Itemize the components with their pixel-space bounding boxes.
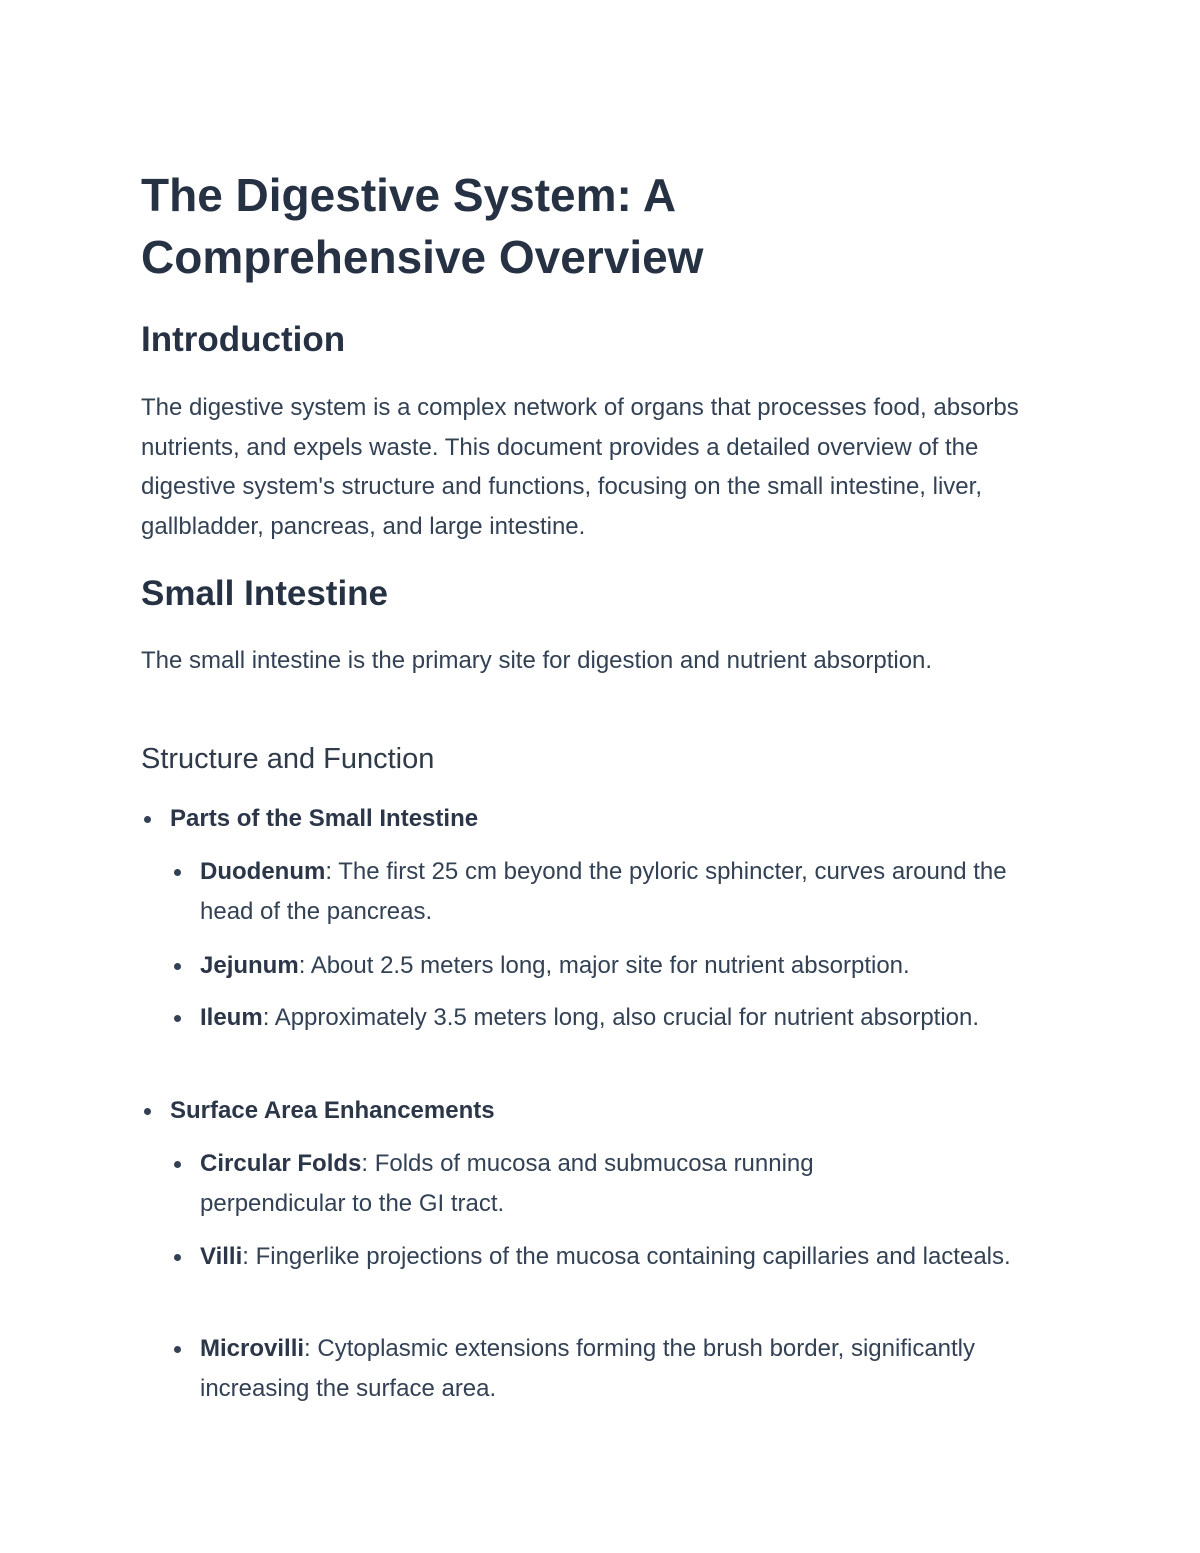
list-bullet	[144, 1108, 151, 1115]
list-item-label: Parts of the Small Intestine	[170, 805, 479, 832]
list-item-term: Jejunum	[200, 952, 299, 979]
list-item-term: Circular Folds	[200, 1150, 362, 1177]
introduction-paragraph: The digestive system is a complex network of organs that processes food, absorbs nutrients, and expels waste. This document provides a detailed overview of the digestive system's structure and functions, focusing on the small intestine, liver, gallbladder, pancreas, and large intestine.	[141, 394, 1019, 540]
list-item-villi	[200, 1237, 1060, 1277]
list-item-term: Duodenum	[200, 858, 326, 885]
list-bullet	[174, 869, 181, 876]
document-title: The Digestive System: A Comprehensive Overview	[141, 169, 704, 283]
list-item-text: : Cytoplasmic extensions forming the brush border, significantly increasing the surface area.	[200, 1335, 976, 1402]
list-bullet	[174, 963, 181, 970]
list-item-microvilli	[200, 1329, 990, 1409]
list-item-text: : Approximately 3.5 meters long, also crucial for nutrient absorption.	[262, 1004, 980, 1031]
structure-function-heading: Structure and Function	[141, 743, 435, 775]
list-item-duodenum	[200, 852, 1020, 932]
small-intestine-paragraph: The small intestine is the primary site for digestion and nutrient absorption.	[141, 647, 933, 674]
list-item-circular-folds	[200, 1144, 940, 1224]
list-item-term: Villi	[200, 1243, 243, 1270]
list-item-jejunum	[200, 946, 1060, 986]
list-item-term: Microvilli	[200, 1335, 305, 1362]
list-bullet	[174, 1161, 181, 1168]
list-bullet	[144, 816, 151, 823]
introduction-heading: Introduction	[141, 320, 346, 359]
list-item-term: Ileum	[200, 1004, 263, 1031]
list-item-text: : The first 25 cm beyond the pyloric sphincter, curves around the head of the pancreas.	[200, 858, 1007, 925]
list-bullet	[174, 1254, 181, 1261]
list-item-surface-area-enhancements	[170, 1091, 1050, 1131]
list-item-label: Surface Area Enhancements	[170, 1097, 495, 1124]
list-item-ileum	[200, 998, 990, 1038]
list-item-text: : About 2.5 meters long, major site for nutrient absorption.	[298, 952, 910, 979]
list-bullet	[174, 1015, 181, 1022]
small-intestine-heading: Small Intestine	[141, 574, 389, 613]
list-item-parts-of-small-intestine	[170, 799, 1050, 839]
list-bullet	[174, 1346, 181, 1353]
list-item-text: : Fingerlike projections of the mucosa containing capillaries and lacteals.	[242, 1243, 1011, 1270]
list-item-text: : Folds of mucosa and submucosa running perpendicular to the GI tract.	[200, 1150, 814, 1217]
